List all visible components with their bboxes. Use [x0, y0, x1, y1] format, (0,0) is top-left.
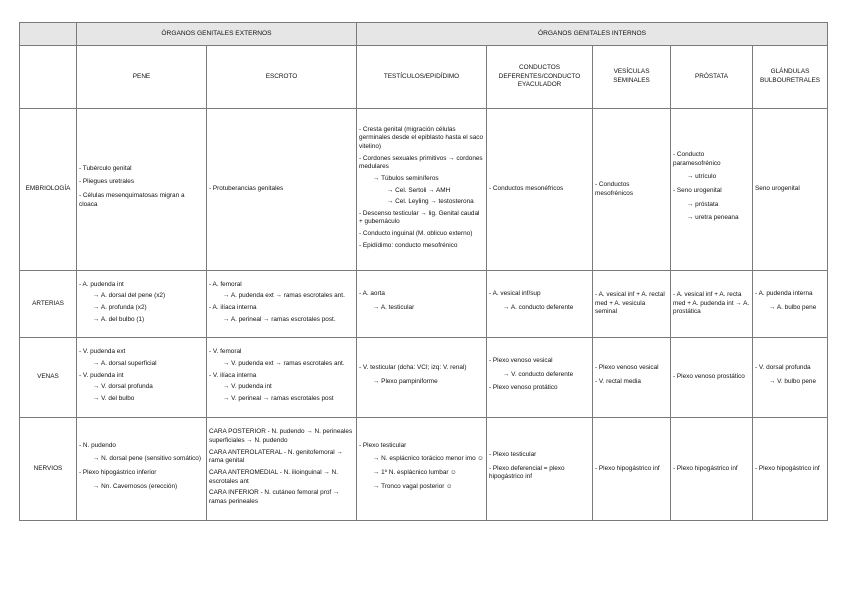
cell-emb-escroto — [207, 109, 357, 271]
cell-line: - Plexo hipogástrico inf — [755, 464, 820, 472]
cell-line: - Plexo venoso vesical — [595, 363, 659, 371]
cell-line: - Plexo venoso protático — [489, 384, 558, 392]
cell-ner-pene — [77, 418, 207, 521]
cell-line: - Conductos mesofrénicos — [595, 180, 634, 197]
cell-line: → uretra peneana — [687, 214, 739, 222]
cell-line: → V. bulbo pene — [769, 377, 817, 385]
cell-ner-conductos — [487, 418, 593, 521]
cell-line: - A. femoral — [209, 280, 242, 288]
cell-ner-glandulas — [753, 418, 828, 521]
cell-emb-testiculos — [357, 109, 487, 271]
cell-ven-pene — [77, 338, 207, 418]
cell-emb-glandulas — [753, 109, 828, 271]
row-header-venas: VENAS — [20, 338, 77, 418]
cell-line: - Protuberancias genitales — [209, 185, 284, 193]
cell-line: - A. pudenda int — [79, 280, 124, 288]
corner-cell-2 — [20, 46, 77, 109]
cell-line: → utrículo — [687, 173, 717, 181]
cell-line: → A. pudenda ext → ramas escrotales ant. — [223, 292, 345, 300]
cell-line: - A. vesical inf + A. rectal med + A. vesicula seminal — [595, 291, 665, 316]
cell-line: - V. testicular (dcha: VCI; izq: V. renal) — [359, 363, 467, 371]
cell-line: - V. pudenda ext — [79, 348, 126, 356]
corner-cell — [20, 23, 77, 46]
row-header-embriologia: EMBRIOLOGÍA — [20, 109, 77, 271]
cell-line: → Tronco vagal posterior ☺ — [373, 482, 453, 490]
cell-ven-escroto — [207, 338, 357, 418]
cell-art-prostata — [671, 271, 753, 338]
cell-line: → N. esplácnico torácico menor imo ☺ — [373, 455, 484, 463]
cell-line: - Plexo hipogástrico inferior — [79, 469, 157, 476]
column-header-glandulas: GLÁNDULAS BULBOURETRALES — [753, 46, 828, 109]
cell-art-glandulas — [753, 271, 828, 338]
cell-line: - Cordones sexuales primitivos → cordones medulares — [359, 154, 483, 171]
cell-line: - A. pudenda interna — [755, 290, 813, 298]
cell-ven-testiculos — [357, 338, 487, 418]
cell-line: - Plexo deferencial = plexo hipogástrico inf — [489, 464, 565, 481]
cell-line: - V. ilíaca interna — [209, 371, 257, 379]
cell-line: → V. perineal → ramas escrotales post — [223, 394, 334, 402]
cell-line: - Plexo venoso prostático — [673, 373, 745, 381]
cell-emb-pene — [77, 109, 207, 271]
cell-ner-escroto — [207, 418, 357, 521]
cell-line: → V. dorsal profunda — [93, 383, 153, 391]
column-header-vesiculas: VESÍCULAS SEMINALES — [593, 46, 671, 109]
row-header-arterias: ARTERIAS — [20, 271, 77, 338]
cell-line: → V. del bulbo — [93, 394, 135, 402]
cell-line: - Plexo venoso vesical — [489, 357, 553, 365]
cell-line: → A. dorsal del pene (x2) — [93, 292, 166, 300]
cell-line: → Cel. Leyling → testosterona — [387, 198, 474, 206]
cell-line: - Plexo hipogástrico inf — [595, 464, 660, 472]
cell-art-pene — [77, 271, 207, 338]
cell-line: - Plexo testicular — [359, 441, 407, 449]
cell-line: - V. pudenda int — [79, 371, 124, 379]
cell-line: - Conducto paramesofrénico — [673, 151, 721, 167]
cell-line: CARA POSTERIOR - N. pudendo → N. perineales superficiales → N. pudendo — [209, 428, 353, 445]
cell-line: → A. del bulbo (1) — [93, 315, 145, 323]
cell-line: → Cel. Sertoli → AMH — [387, 186, 451, 194]
column-header-escroto: ESCROTO — [207, 46, 357, 109]
cell-line: - A. ilíaca interna — [209, 304, 257, 311]
cell-emb-vesiculas — [593, 109, 671, 271]
cell-line: - Plexo testicular — [489, 451, 537, 459]
cell-line: - Plexo hipogástrico inf — [673, 464, 738, 472]
cell-line: - Epidídimo: conducto mesofrénico — [359, 241, 458, 249]
cell-line: - N. pudendo — [79, 441, 116, 449]
cell-ner-vesiculas — [593, 418, 671, 521]
cell-line: → V. pudenda ext → ramas escrotales ant. — [223, 360, 345, 368]
cell-line: - Células mesenquimatosas migran a cloaca — [79, 192, 185, 208]
column-header-prostata: PRÓSTATA — [671, 46, 753, 109]
cell-line: - Conductos mesonéfricos — [489, 185, 564, 193]
cell-line: - Descenso testicular → lig. Genital caudal + gubernáculo — [359, 209, 480, 226]
cell-line: - V. dorsal profunda — [755, 363, 811, 371]
anatomy-table — [19, 22, 828, 521]
cell-line: → A. profunda (x2) — [93, 304, 147, 311]
column-header-pene: PENE — [77, 46, 207, 109]
group-header-internal: ÓRGANOS GENITALES INTERNOS — [357, 23, 828, 46]
group-header-external: ÓRGANOS GENITALES EXTERNOS — [77, 23, 357, 46]
cell-line: → A. conducto deferente — [503, 304, 574, 311]
cell-line: CARA ANTEROMEDIAL - N. ilioinguinal → N. escrotales ant — [209, 469, 339, 485]
cell-ven-prostata — [671, 338, 753, 418]
cell-line: - Conducto inguinal (M. oblicuo externo) — [359, 230, 473, 238]
cell-line: - Seno urogenital — [673, 187, 722, 194]
cell-line: - Tubérculo genital — [79, 164, 132, 172]
cell-ner-prostata — [671, 418, 753, 521]
cell-line: → N. dorsal pene (sensitivo somático) — [93, 455, 201, 463]
cell-line: - V. rectal media — [595, 377, 641, 385]
cell-art-vesiculas — [593, 271, 671, 338]
cell-line: → V. pudenda int — [223, 383, 272, 391]
cell-art-testiculos — [357, 271, 487, 338]
cell-line: - Pliegues uretrales — [79, 178, 135, 186]
cell-ven-glandulas — [753, 338, 828, 418]
cell-art-escroto — [207, 271, 357, 338]
cell-line: → próstata — [687, 200, 719, 208]
cell-line: - A. vesical inf/sup — [489, 290, 541, 298]
column-header-conductos: CONDUCTOS DEFERENTES/CONDUCTO EYACULADOR — [487, 46, 593, 109]
cell-line: - Cresta genital (migración células germinales desde el epiblasto hasta el saco vitelino) — [359, 125, 483, 150]
cell-line: - A. vesical inf + A. recta med + A. pudenda int → A. prostática — [673, 291, 750, 316]
cell-line: → Nn. Cavernosos (erección) — [93, 482, 178, 490]
cell-line: → 1º N. esplácnico lumbar ☺ — [373, 469, 457, 476]
cell-line: → A. dorsal superficial — [93, 360, 157, 368]
cell-line: - V. femoral — [209, 348, 242, 356]
cell-line: → A. bulbo pene — [769, 304, 817, 311]
cell-line: Seno urogenital — [755, 185, 800, 193]
cell-ven-conductos — [487, 338, 593, 418]
cell-line: CARA ANTEROLATERAL - N. genitofemoral → rama genital — [209, 448, 343, 465]
row-header-nervios: NERVIOS — [20, 418, 77, 521]
cell-line: CARA INFERIOR - N. cutáneo femoral prof → ramas perineales — [209, 489, 340, 505]
cell-emb-conductos — [487, 109, 593, 271]
cell-line: → A. testicular — [373, 304, 415, 311]
cell-line: → V. conducto deferente — [503, 370, 574, 378]
cell-line: - A. aorta — [359, 290, 385, 298]
cell-line: → Plexo pampiniforme — [373, 377, 438, 385]
cell-emb-prostata — [671, 109, 753, 271]
column-header-testiculos: TESTÍCULOS/EPIDÍDIMO — [357, 46, 487, 109]
cell-ner-testiculos — [357, 418, 487, 521]
cell-ven-vesiculas — [593, 338, 671, 418]
cell-line: → A. perineal → ramas escrotales post. — [223, 315, 336, 323]
cell-line: → Túbulos seminíferos — [373, 174, 439, 182]
cell-art-conductos — [487, 271, 593, 338]
